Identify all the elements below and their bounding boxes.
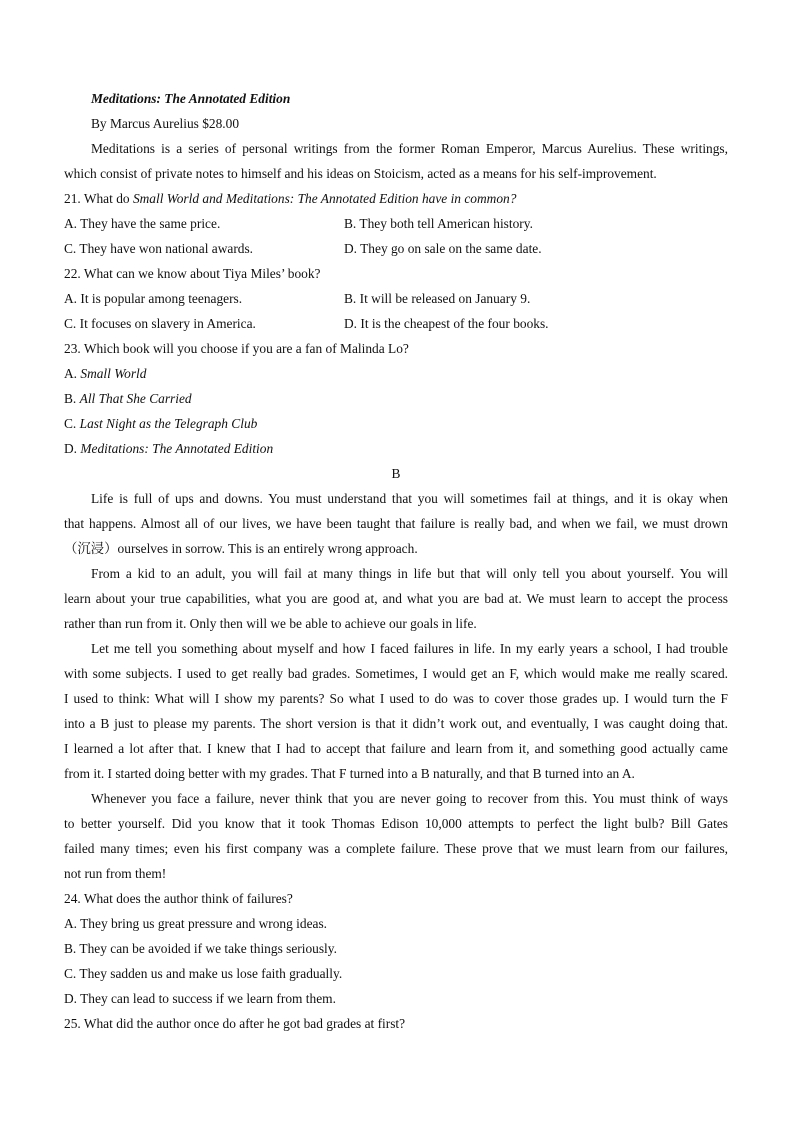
paragraph-line: I used to think: What will I show my parents? So what I used to do was to cover those grades up. I would turn the F	[64, 691, 728, 706]
paragraph-4	[64, 786, 728, 886]
paragraph-line: I learned a lot after that. I knew that I had to accept that failure and learn from it, and something good actually came	[64, 741, 728, 756]
book-title: Meditations: The Annotated Edition	[91, 91, 291, 106]
option-d[interactable]: D. They can lead to success if we learn from them.	[64, 991, 336, 1006]
option-c[interactable]: C. They have won national awards.	[64, 241, 254, 256]
option-d[interactable]: D. They go on sale on the same date.	[344, 241, 542, 256]
option-b[interactable]: B. All That She Carried	[64, 391, 192, 406]
option-a[interactable]: A. They have the same price.	[64, 216, 221, 231]
question-23-stem: 23. Which book will you choose if you are a fan of Malinda Lo?	[64, 341, 409, 356]
option-a[interactable]: A. They bring us great pressure and wrong ideas.	[64, 916, 328, 931]
paragraph-line: rather than run from it. Only then will we be able to achieve our goals in life.	[64, 616, 477, 631]
question-22-stem: 22. What can we know about Tiya Miles’ book?	[64, 266, 321, 281]
option-a[interactable]: A. Small World	[64, 366, 147, 381]
paragraph-line: learn about your true capabilities, what you are good at, and what you are bad at. We must learn to accept the process	[64, 591, 728, 606]
paragraph-line: into a B just to please my parents. The short version is that it didn’t work out, and eventually, I was caught doing that.	[64, 716, 728, 731]
paragraph-line: to better yourself. Did you know that it took Thomas Edison 10,000 attempts to perfect the light bulb? Bill Gates	[64, 816, 728, 831]
exam-page	[64, 86, 728, 1036]
option-b[interactable]: B. It will be released on January 9.	[344, 291, 531, 306]
question-22-options-row	[64, 311, 728, 336]
paragraph-line: Let me tell you something about myself and how I faced failures in life. In my early years a school, I had trouble	[91, 641, 728, 656]
question-25-stem: 25. What did the author once do after he got bad grades at first?	[64, 1016, 406, 1031]
paragraph-line: Whenever you face a failure, never think that you are never going to recover from this. You must think of ways	[91, 791, 728, 806]
option-c[interactable]: C. They sadden us and make us lose faith gradually.	[64, 966, 343, 981]
question-22-options-row	[64, 286, 728, 311]
paragraph-line: From a kid to an adult, you will fail at many things in life but that will only tell you about yourself. You will	[91, 566, 728, 581]
option-b[interactable]: B. They both tell American history.	[344, 216, 533, 231]
paragraph-line: not run from them!	[64, 866, 167, 881]
book-author-price: By Marcus Aurelius $28.00	[91, 116, 240, 131]
paragraph-line: Life is full of ups and downs. You must understand that you will sometimes fail at things, and it is okay when	[91, 491, 728, 506]
option-b[interactable]: B. They can be avoided if we take things seriously.	[64, 941, 337, 956]
option-c[interactable]: C. It focuses on slavery in America.	[64, 316, 256, 331]
paragraph-line: with some subjects. I used to get really bad grades. Sometimes, I would get an F, which would make me really scared.	[64, 666, 728, 681]
question-24-stem: 24. What does the author think of failures?	[64, 891, 293, 906]
paragraph-line: （沉浸）ourselves in sorrow. This is an entirely wrong approach.	[64, 541, 418, 556]
book-description-line: which consist of private notes to himself and his ideas on Stoicism, acted as a means for his self-improvement.	[64, 166, 657, 181]
option-c[interactable]: C. Last Night as the Telegraph Club	[64, 416, 258, 431]
paragraph-line: from it. I started doing better with my grades. That F turned into a B naturally, and that B turned into an A.	[64, 766, 635, 781]
option-d[interactable]: D. Meditations: The Annotated Edition	[64, 441, 274, 456]
question-21-options-row	[64, 211, 728, 236]
section-heading: B	[391, 466, 401, 481]
paragraph-1	[64, 486, 728, 561]
paragraph-3	[64, 636, 728, 786]
book-description-line: Meditations is a series of personal writings from the former Roman Emperor, Marcus Aurelius. These writings,	[91, 141, 728, 156]
question-21-stem: 21. What do Small World and Meditations: The Annotated Edition have in common?	[64, 191, 517, 206]
option-d[interactable]: D. It is the cheapest of the four books.	[344, 316, 549, 331]
paragraph-2	[64, 561, 728, 636]
option-a[interactable]: A. It is popular among teenagers.	[64, 291, 243, 306]
question-21-options-row	[64, 236, 728, 261]
paragraph-line: that happens. Almost all of our lives, we have been taught that failure is really bad, and when we fail, we must drown	[64, 516, 728, 531]
paragraph-line: failed many times; even his first company was a complete failure. These prove that we must learn from our failures,	[64, 841, 728, 856]
